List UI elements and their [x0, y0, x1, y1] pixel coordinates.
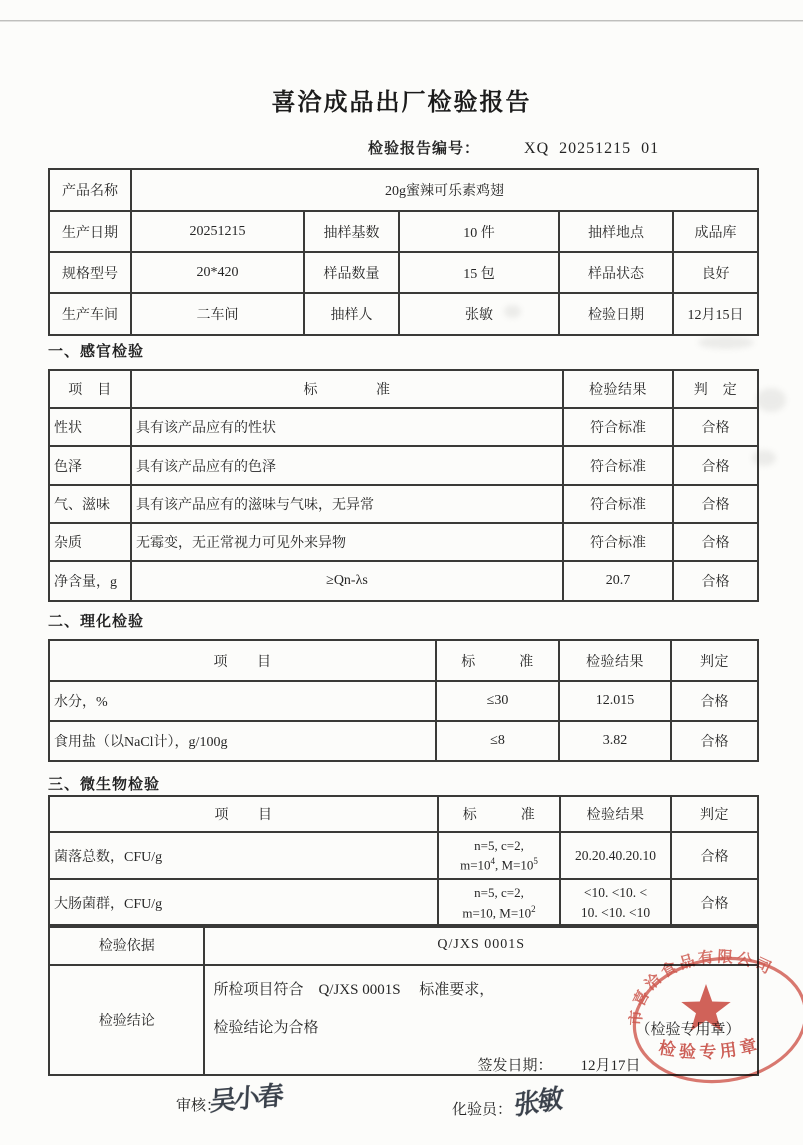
scan-smudge: [698, 336, 754, 349]
standard-cell: ≥Qn-λs: [131, 561, 563, 601]
seal-bottom-text: 检验专用章: [657, 1034, 763, 1063]
conclusion-line2: 检验结论为合格: [213, 1020, 319, 1036]
sensory-table: [48, 369, 759, 602]
item-cell: 性状: [49, 408, 131, 446]
column-header-verdict: 判定: [671, 796, 758, 832]
table-row: [49, 485, 758, 523]
table-row: [49, 832, 758, 879]
result-cell: 符合标准: [563, 446, 673, 485]
column-header-result: 检验结果: [560, 796, 671, 832]
inspection-seal-stamp: [628, 942, 803, 1094]
reviewer-label: 审核：: [176, 1098, 222, 1114]
standard-cell: 无霉变，无正常视力可见外来异物: [131, 523, 563, 561]
field-value: 20*420: [131, 252, 304, 293]
report-number-label: 检验报告编号：: [368, 141, 481, 157]
field-label: 生产车间: [49, 293, 131, 335]
field-label: 样品状态: [559, 252, 673, 293]
result-cell: 3.82: [559, 721, 671, 761]
item-cell: 净含量，g: [49, 561, 131, 601]
issue-date-value: 12月17日: [580, 1058, 641, 1074]
microbiological-table: [48, 795, 759, 928]
svg-text:检验专用章: [657, 1034, 763, 1062]
table-row: [49, 721, 758, 761]
table-row: [49, 293, 758, 335]
reviewer-signature: 吴小春: [209, 1080, 283, 1117]
table-header-row: [49, 640, 758, 681]
verdict-cell: 合格: [673, 561, 758, 601]
section-heading-microbiological: 三、微生物检验: [48, 777, 161, 793]
basis-label: 检验依据: [49, 925, 204, 965]
verdict-cell: 合格: [673, 446, 758, 485]
product-info-table: [48, 168, 759, 336]
field-label: 抽样人: [304, 293, 399, 335]
issue-date-label: 签发日期：: [477, 1058, 553, 1074]
table-row: [49, 252, 758, 293]
conclusion-label: 检验结论: [49, 965, 204, 1075]
result-cell: 符合标准: [563, 523, 673, 561]
field-value: 良好: [673, 252, 758, 293]
result-cell: 符合标准: [563, 408, 673, 446]
field-label: 规格型号: [49, 252, 131, 293]
standard-cell: [438, 879, 560, 927]
item-cell: 菌落总数，CFU/g: [49, 832, 438, 879]
table-row: [49, 879, 758, 927]
column-header-result: 检验结果: [563, 370, 673, 408]
table-row: [49, 169, 758, 211]
result-cell: 12.015: [559, 681, 671, 721]
product-name-label: 产品名称: [49, 169, 131, 211]
item-cell: 气、滋味: [49, 485, 131, 523]
column-header-verdict: 判 定: [673, 370, 758, 408]
product-name-value: 20g蜜辣可乐素鸡翅: [131, 169, 758, 211]
item-cell: 食用盐（以NaCl计），g/100g: [49, 721, 436, 761]
result-cell: 20.20.40.20.10: [560, 832, 671, 879]
table-row: [49, 523, 758, 561]
column-header-result: 检验结果: [559, 640, 671, 681]
table-header-row: [49, 370, 758, 408]
field-value: 20251215: [131, 211, 304, 252]
standard-cell: 具有该产品应有的性状: [131, 408, 563, 446]
field-value: 二车间: [131, 293, 304, 335]
verdict-cell: 合格: [673, 408, 758, 446]
field-label: 检验日期: [559, 293, 673, 335]
column-header-standard: 标 准: [131, 370, 563, 408]
verdict-cell: 合格: [671, 832, 758, 879]
table-header-row: [49, 796, 758, 832]
standard-cell: [438, 832, 560, 879]
field-value: 15 包: [399, 252, 559, 293]
verdict-cell: 合格: [671, 721, 758, 761]
verdict-cell: 合格: [673, 485, 758, 523]
table-row: [49, 211, 758, 252]
verdict-cell: 合格: [673, 523, 758, 561]
standard-line2: $m=10^4$, $M=10^5$: [460, 856, 538, 873]
tester-label: 化验员：: [452, 1102, 513, 1118]
verdict-cell: 合格: [671, 681, 758, 721]
item-cell: 大肠菌群，CFU/g: [49, 879, 438, 927]
column-header-standard: 标 准: [438, 796, 560, 832]
field-label: 抽样地点: [559, 211, 673, 252]
column-header-item: 项 目: [49, 640, 436, 681]
result-cell: 20.7: [563, 561, 673, 601]
report-number-value: XQ 20251215 01: [524, 140, 660, 157]
scan-artifact-line: [0, 20, 803, 21]
standard-cell: 具有该产品应有的滋味与气味，无异常: [131, 485, 563, 523]
field-value: 成品库: [673, 211, 758, 252]
item-cell: 水分，%: [49, 681, 436, 721]
conclusion-line1: 所检项目符合 Q/JXS 0001S 标准要求，: [213, 982, 495, 998]
field-value: 12月15日: [673, 293, 758, 335]
issue-date-line: [477, 1054, 640, 1075]
table-row: [49, 446, 758, 485]
standard-line1: n=5, c=2,: [474, 837, 524, 853]
report-number-line: [368, 137, 659, 158]
table-row: [49, 408, 758, 446]
result-cell: 符合标准: [563, 485, 673, 523]
column-header-item: 项 目: [49, 370, 131, 408]
field-value: 10 件: [399, 211, 559, 252]
standard-cell: ≤30: [436, 681, 559, 721]
result-cell: <10. <10. < 10. <10. <10: [560, 879, 671, 927]
column-header-verdict: 判定: [671, 640, 758, 681]
seal-star-icon: [681, 984, 730, 1031]
basis-value: Q/JXS 0001S: [204, 925, 758, 965]
column-header-standard: 标 准: [436, 640, 559, 681]
field-value: 张敏: [399, 293, 559, 335]
standard-line1: n=5, c=2,: [474, 885, 524, 901]
standard-cell: 具有该产品应有的色泽: [131, 446, 563, 485]
page-title: 喜洽成品出厂检验报告: [271, 89, 532, 116]
item-cell: 色泽: [49, 446, 131, 485]
field-label: 生产日期: [49, 211, 131, 252]
scan-smudge: [756, 388, 786, 412]
seal-company-text: 市喜洽食品有限公司: [628, 948, 777, 1027]
table-row: [49, 561, 758, 601]
field-label: 样品数量: [304, 252, 399, 293]
physicochemical-table: [48, 639, 759, 762]
verdict-cell: 合格: [671, 879, 758, 927]
column-header-item: 项 目: [49, 796, 438, 832]
standard-line2: m=10, $M=10^2$: [462, 903, 536, 921]
item-cell: 杂质: [49, 523, 131, 561]
section-heading-sensory: 一、感官检验: [48, 344, 145, 360]
table-row: [49, 681, 758, 721]
tester-signature: 张敏: [513, 1083, 563, 1122]
standard-cell: ≤8: [436, 721, 559, 761]
seal-note: （检验专用章）: [635, 1022, 741, 1038]
section-heading-physicochemical: 二、理化检验: [48, 614, 145, 630]
field-label: 抽样基数: [304, 211, 399, 252]
